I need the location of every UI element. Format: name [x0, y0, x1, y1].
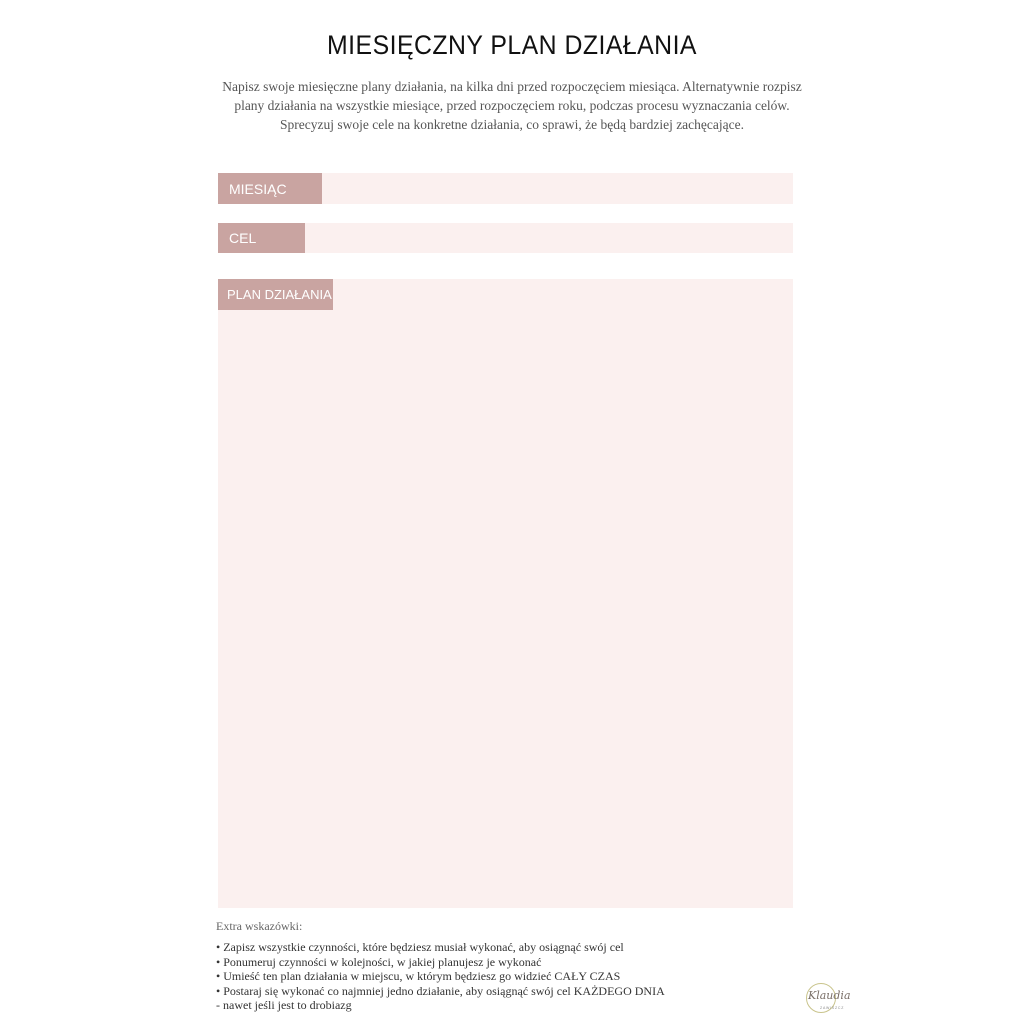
goal-field[interactable] [218, 223, 793, 253]
tips-title: Extra wskazówki: [216, 919, 303, 933]
action-plan-field[interactable] [218, 279, 793, 908]
tip-item: • Ponumeruj czynności w kolejności, w jakiej planujesz je wykonać [216, 954, 542, 969]
page-title: MIESIĘCZNY PLAN DZIAŁANIA [327, 30, 697, 60]
brand-logo [804, 983, 864, 1017]
tips-list [216, 940, 776, 1013]
action-plan-label: PLAN DZIAŁANIA [218, 279, 333, 310]
tip-item: • Zapisz wszystkie czynności, które będziesz musiał wykonać, aby osiągnąć swój cel [216, 940, 624, 954]
month-label: MIESIĄC [218, 173, 322, 204]
month-field[interactable] [218, 173, 793, 204]
logo-text: Klaudia [808, 989, 851, 1002]
tip-item: • Postaraj się wykonać co najmniej jedno działanie, aby osiągnąć swój cel KAŻDEGO DNIA [216, 983, 665, 998]
tip-item: - nawet jeśli jest to drobiazg [216, 998, 352, 1012]
logo-subtext: ZAWISZCZ [820, 1006, 845, 1010]
tip-item: • Umieść ten plan działania w miejscu, w którym będziesz go widzieć CAŁY CZAS [216, 969, 621, 983]
goal-label: CEL [218, 223, 305, 253]
intro-text: Napisz swoje miesięczne plany działania, na kilka dni przed rozpoczęciem miesiąca. Alternatywnie rozpisz plany działania na wszystkie miesiące, przed rozpoczęciem roku, podczas procesu wyznaczania celów. Sprecyzuj swoje cele na konkretne działania, co sprawi, że będą bardziej zachęcające. [222, 79, 802, 132]
